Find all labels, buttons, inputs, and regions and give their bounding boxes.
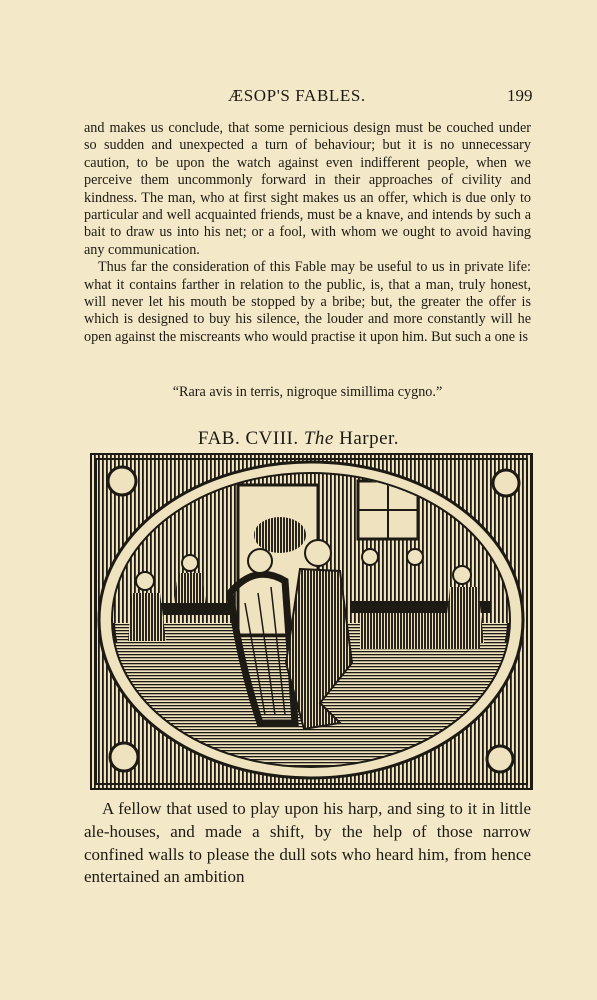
- page-header: [0, 86, 597, 108]
- harper-woodcut-illustration: [90, 453, 533, 790]
- fable-number: FAB. CVIII.: [197, 428, 299, 449]
- paragraph-2: Thus far the consideration of this Fable may be useful to us in private life: what it contains farther in relation to the public, is, that a man, truly honest, will never let his mouth be stopped by a bribe; but, the greater the offer is which is designed to buy his silence, the louder and more constantly will he open against the miscreants who would practise it upon him. But such a one is: [84, 259, 531, 345]
- page-number: 199: [507, 86, 533, 105]
- paragraph-1: and makes us conclude, that some pernicious design must be couched under so sudden and unexpected a turn of behaviour; but it is no unnecessary caution, to be upon the watch against even indifferent people, when we perceive them uncommonly forward in their approaches of civility and kindness. The man, who at first sight makes us an offer, which is due only to particular and well acquainted friends, must be a knave, and intends by such a bait to draw us into his net; or a fool, with whom we ought to avoid having any communication.: [84, 120, 531, 258]
- fable-title-article: The: [303, 428, 334, 449]
- fable-title-noun: Harper.: [339, 428, 400, 449]
- fable-text: [84, 798, 531, 889]
- body-text: [84, 120, 531, 346]
- running-head: ÆSOP'S FABLES.: [228, 86, 366, 105]
- fable-paragraph: A fellow that used to play upon his harp, and sing to it in little ale-houses, and made a shift, by the help of those narrow confined walls to please the dull sots who heard him, from hence entertained an ambition: [84, 799, 531, 887]
- latin-quote: “Rara avis in terris, nigroque simillima cygno.”: [172, 384, 443, 400]
- fable-heading: [0, 428, 597, 450]
